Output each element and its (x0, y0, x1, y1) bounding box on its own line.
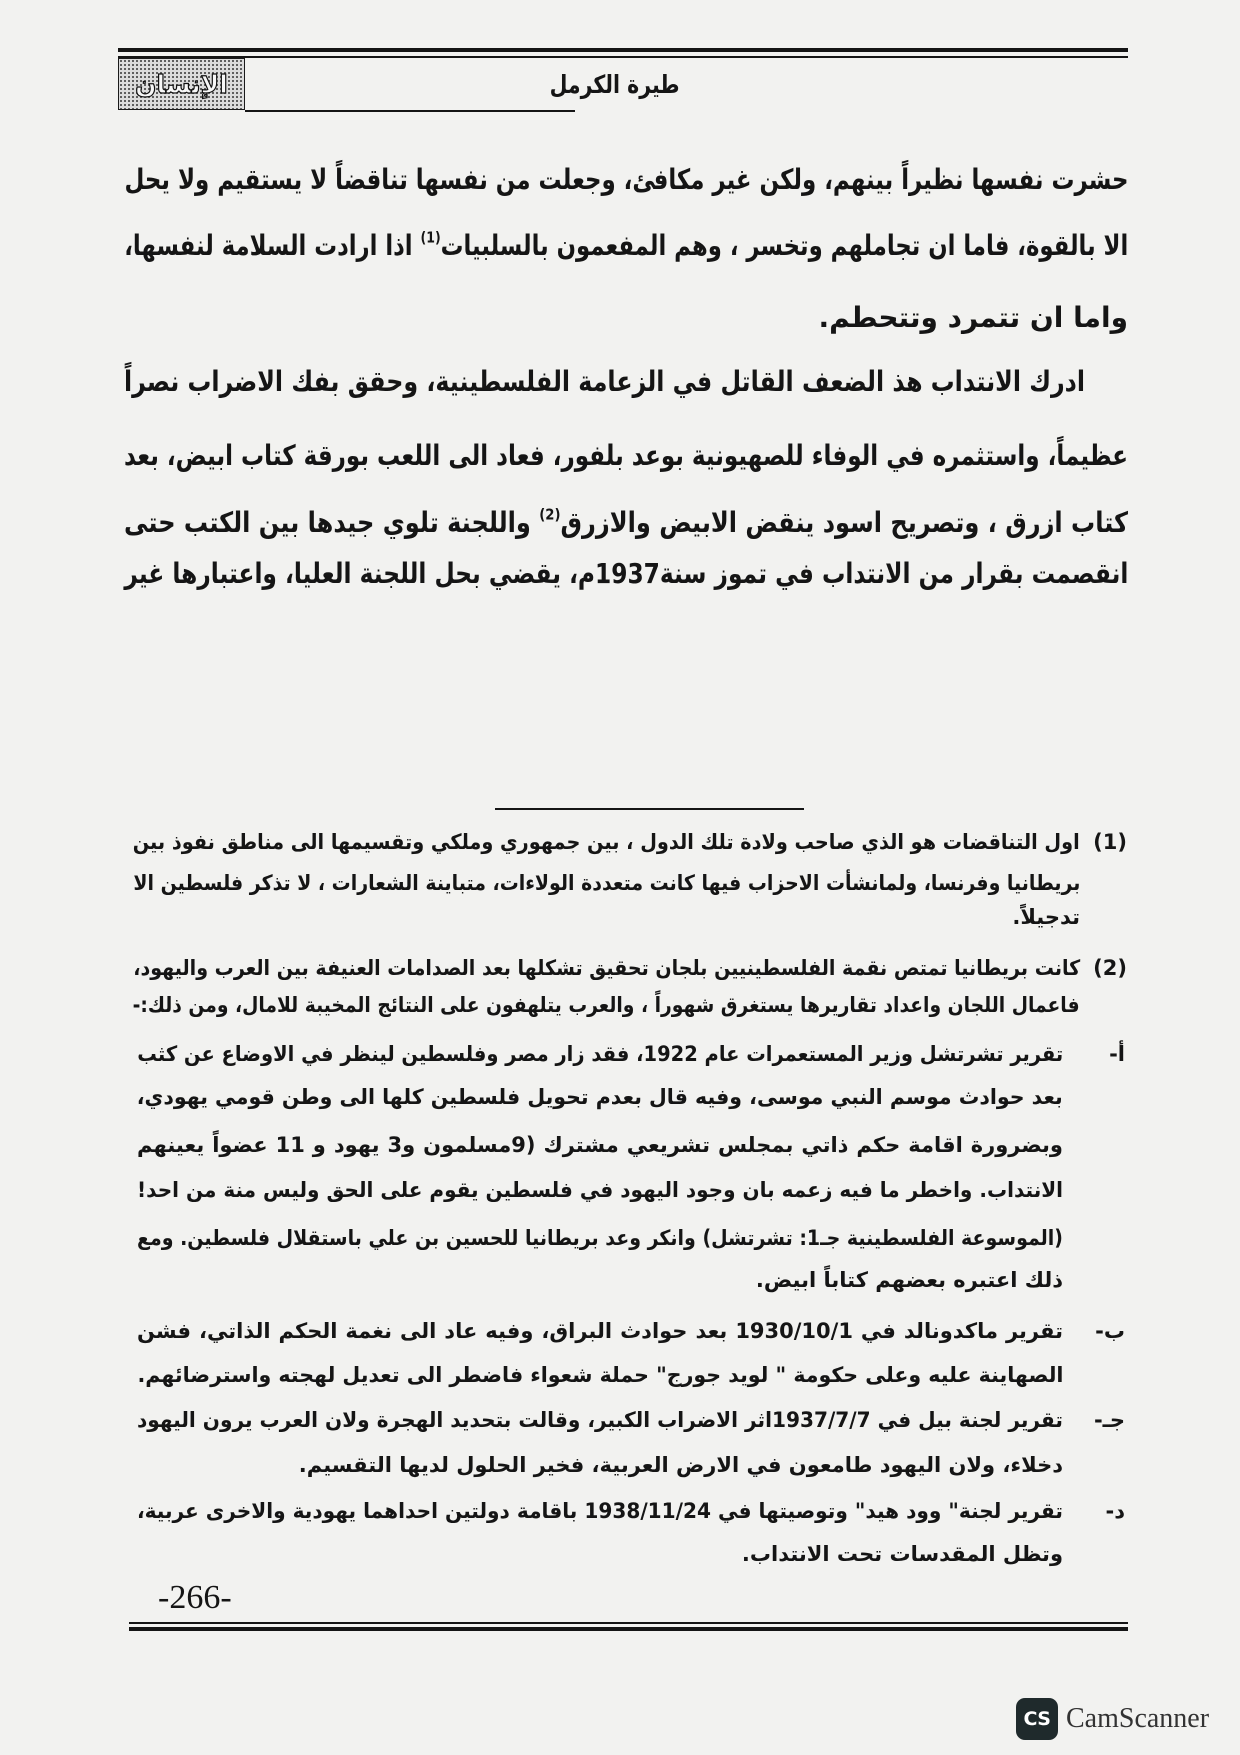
camscanner-watermark-text: CamScanner (1066, 1703, 1210, 1734)
header-rule-thin (118, 56, 1128, 58)
list-marker: د- (1105, 1499, 1125, 1523)
running-title: طيرة الكرمل (550, 70, 680, 99)
header-badge-label: الإنسان (135, 69, 228, 99)
body-line-text: الا بالقوة، فاما ان تجاملهم وتخسر ، وهم المفعمون بالسلبيات (440, 229, 1129, 262)
list-marker: ب- (1095, 1319, 1125, 1343)
list-item-line: تقرير لجنة" وود هيد" وتوصيتها في 1938/11/24 باقامة دولتين احداهما يهودية والاخرى عربية، (137, 1499, 1063, 1523)
body-line: عظيماً، واستثمره في الوفاء للصهيونية بوعد بلفور، فعاد الى اللعب بورقة كتاب ابيض، بعد (124, 439, 1128, 472)
footnote-marker: (1) (1093, 830, 1127, 854)
body-line (124, 498, 1128, 548)
footnote-line: فاعمال اللجان واعداد تقاريرها يستغرق شهوراً ، والعرب يتلهفون على النتائج المخيبة للامال، ومن ذلك:- (133, 993, 1080, 1017)
list-item-line: تقرير تشرتشل وزير المستعمرات عام 1922، فقد زار مصر وفلسطين لينظر في الاوضاع عن كثب (137, 1042, 1063, 1066)
footnote-separator (495, 808, 804, 810)
body-line (124, 221, 1128, 271)
list-item-line: تقرير لجنة بيل في 1937/7/7اثر الاضراب الكبير، وقالت بتحديد الهجرة ولان العرب يرون اليهود (137, 1408, 1063, 1432)
body-line-text: واللجنة تلوي جيدها بين الكتب حتى (124, 506, 540, 539)
footnote-line: بريطانيا وفرنسا، ولمانشأت الاحزاب فيها كانت متعددة الولاءات، متباينة الشعارات ، لا تذكر فلسطين الا (133, 871, 1080, 895)
list-marker: جـ- (1093, 1408, 1125, 1432)
camscanner-logo-icon: CS (1016, 1698, 1058, 1740)
body-line-text: اذا ارادت السلامة لنفسها، (124, 229, 421, 262)
body-line: انقصمت بقرار من الانتداب في تموز سنة1937م، يقضي بحل اللجنة العليا، واعتبارها غير (124, 557, 1128, 590)
list-marker: أ- (1109, 1042, 1125, 1066)
list-item-line: تقرير ماكدونالد في 1930/10/1 بعد حوادث البراق، وفيه عاد الى نغمة الحكم الذاتي، فشن (137, 1319, 1063, 1343)
footnote-line: تدجيلاً. (1012, 905, 1080, 929)
footnote-ref: (2) (539, 505, 561, 524)
header-badge (118, 58, 245, 110)
header-rule-thick (118, 48, 1128, 52)
body-line: حشرت نفسها نظيراً بينهم، ولكن غير مكافئ، وجعلت من نفسها تناقضاً لا يستقيم ولا يحل (124, 163, 1128, 196)
footer-rule-thin (129, 1622, 1128, 1624)
list-item-line: ذلك اعتبره بعضهم كتاباً ابيض. (755, 1268, 1063, 1292)
body-line-text: كتاب ازرق ، وتصريح اسود ينقض الابيض والازرق (560, 506, 1128, 539)
footnote-ref: (1) (420, 228, 441, 247)
footer-rule-thick (129, 1627, 1128, 1631)
header-underline (245, 110, 575, 112)
footnote-marker: (2) (1093, 956, 1127, 980)
list-item-line: الانتداب. واخطر ما فيه زعمه بان وجود اليهود في فلسطين يقوم على الحق وليس منة من احد! (137, 1178, 1063, 1202)
list-item-line: الصهاينة عليه وعلى حكومة " لويد جورج" حملة شعواء فاضطر الى تعديل لهجته واسترضائهم. (137, 1363, 1063, 1387)
list-item-line: بعد حوادث موسم النبي موسى، وفيه قال بعدم تحويل فلسطين كلها الى وطن قومي يهودي، (137, 1085, 1063, 1109)
list-item-line: دخلاء، ولان اليهود طامعون في الارض العربية، فخير الحلول لديها التقسيم. (298, 1453, 1063, 1477)
footnote-line: كانت بريطانيا تمتص نقمة الفلسطينيين بلجان تحقيق تشكلها بعد الصدامات العنيفة بين العرب واليهود، (133, 956, 1080, 980)
body-line: واما ان تتمرد وتتحطم. (818, 301, 1128, 334)
body-line: ادرك الانتداب هذ الضعف القاتل في الزعامة الفلسطينية، وحقق بفك الاضراب نصراً (124, 365, 1085, 398)
footnote-line: اول التناقضات هو الذي صاحب ولادة تلك الدول ، بين جمهوري وملكي وتقسيمها الى مناطق نفوذ بين (133, 830, 1080, 854)
page-number: -266- (158, 1579, 232, 1616)
list-item-line: وبضرورة اقامة حكم ذاتي بمجلس تشريعي مشترك (9مسلمون و3 يهود و 11 عضواً يعينهم (137, 1133, 1063, 1157)
list-item-line: وتظل المقدسات تحت الانتداب. (741, 1542, 1063, 1566)
list-item-line: (الموسوعة الفلسطينية جـ1: تشرتشل) وانكر وعد بريطانيا للحسين بن علي باستقلال فلسطين. ومع (137, 1226, 1063, 1250)
